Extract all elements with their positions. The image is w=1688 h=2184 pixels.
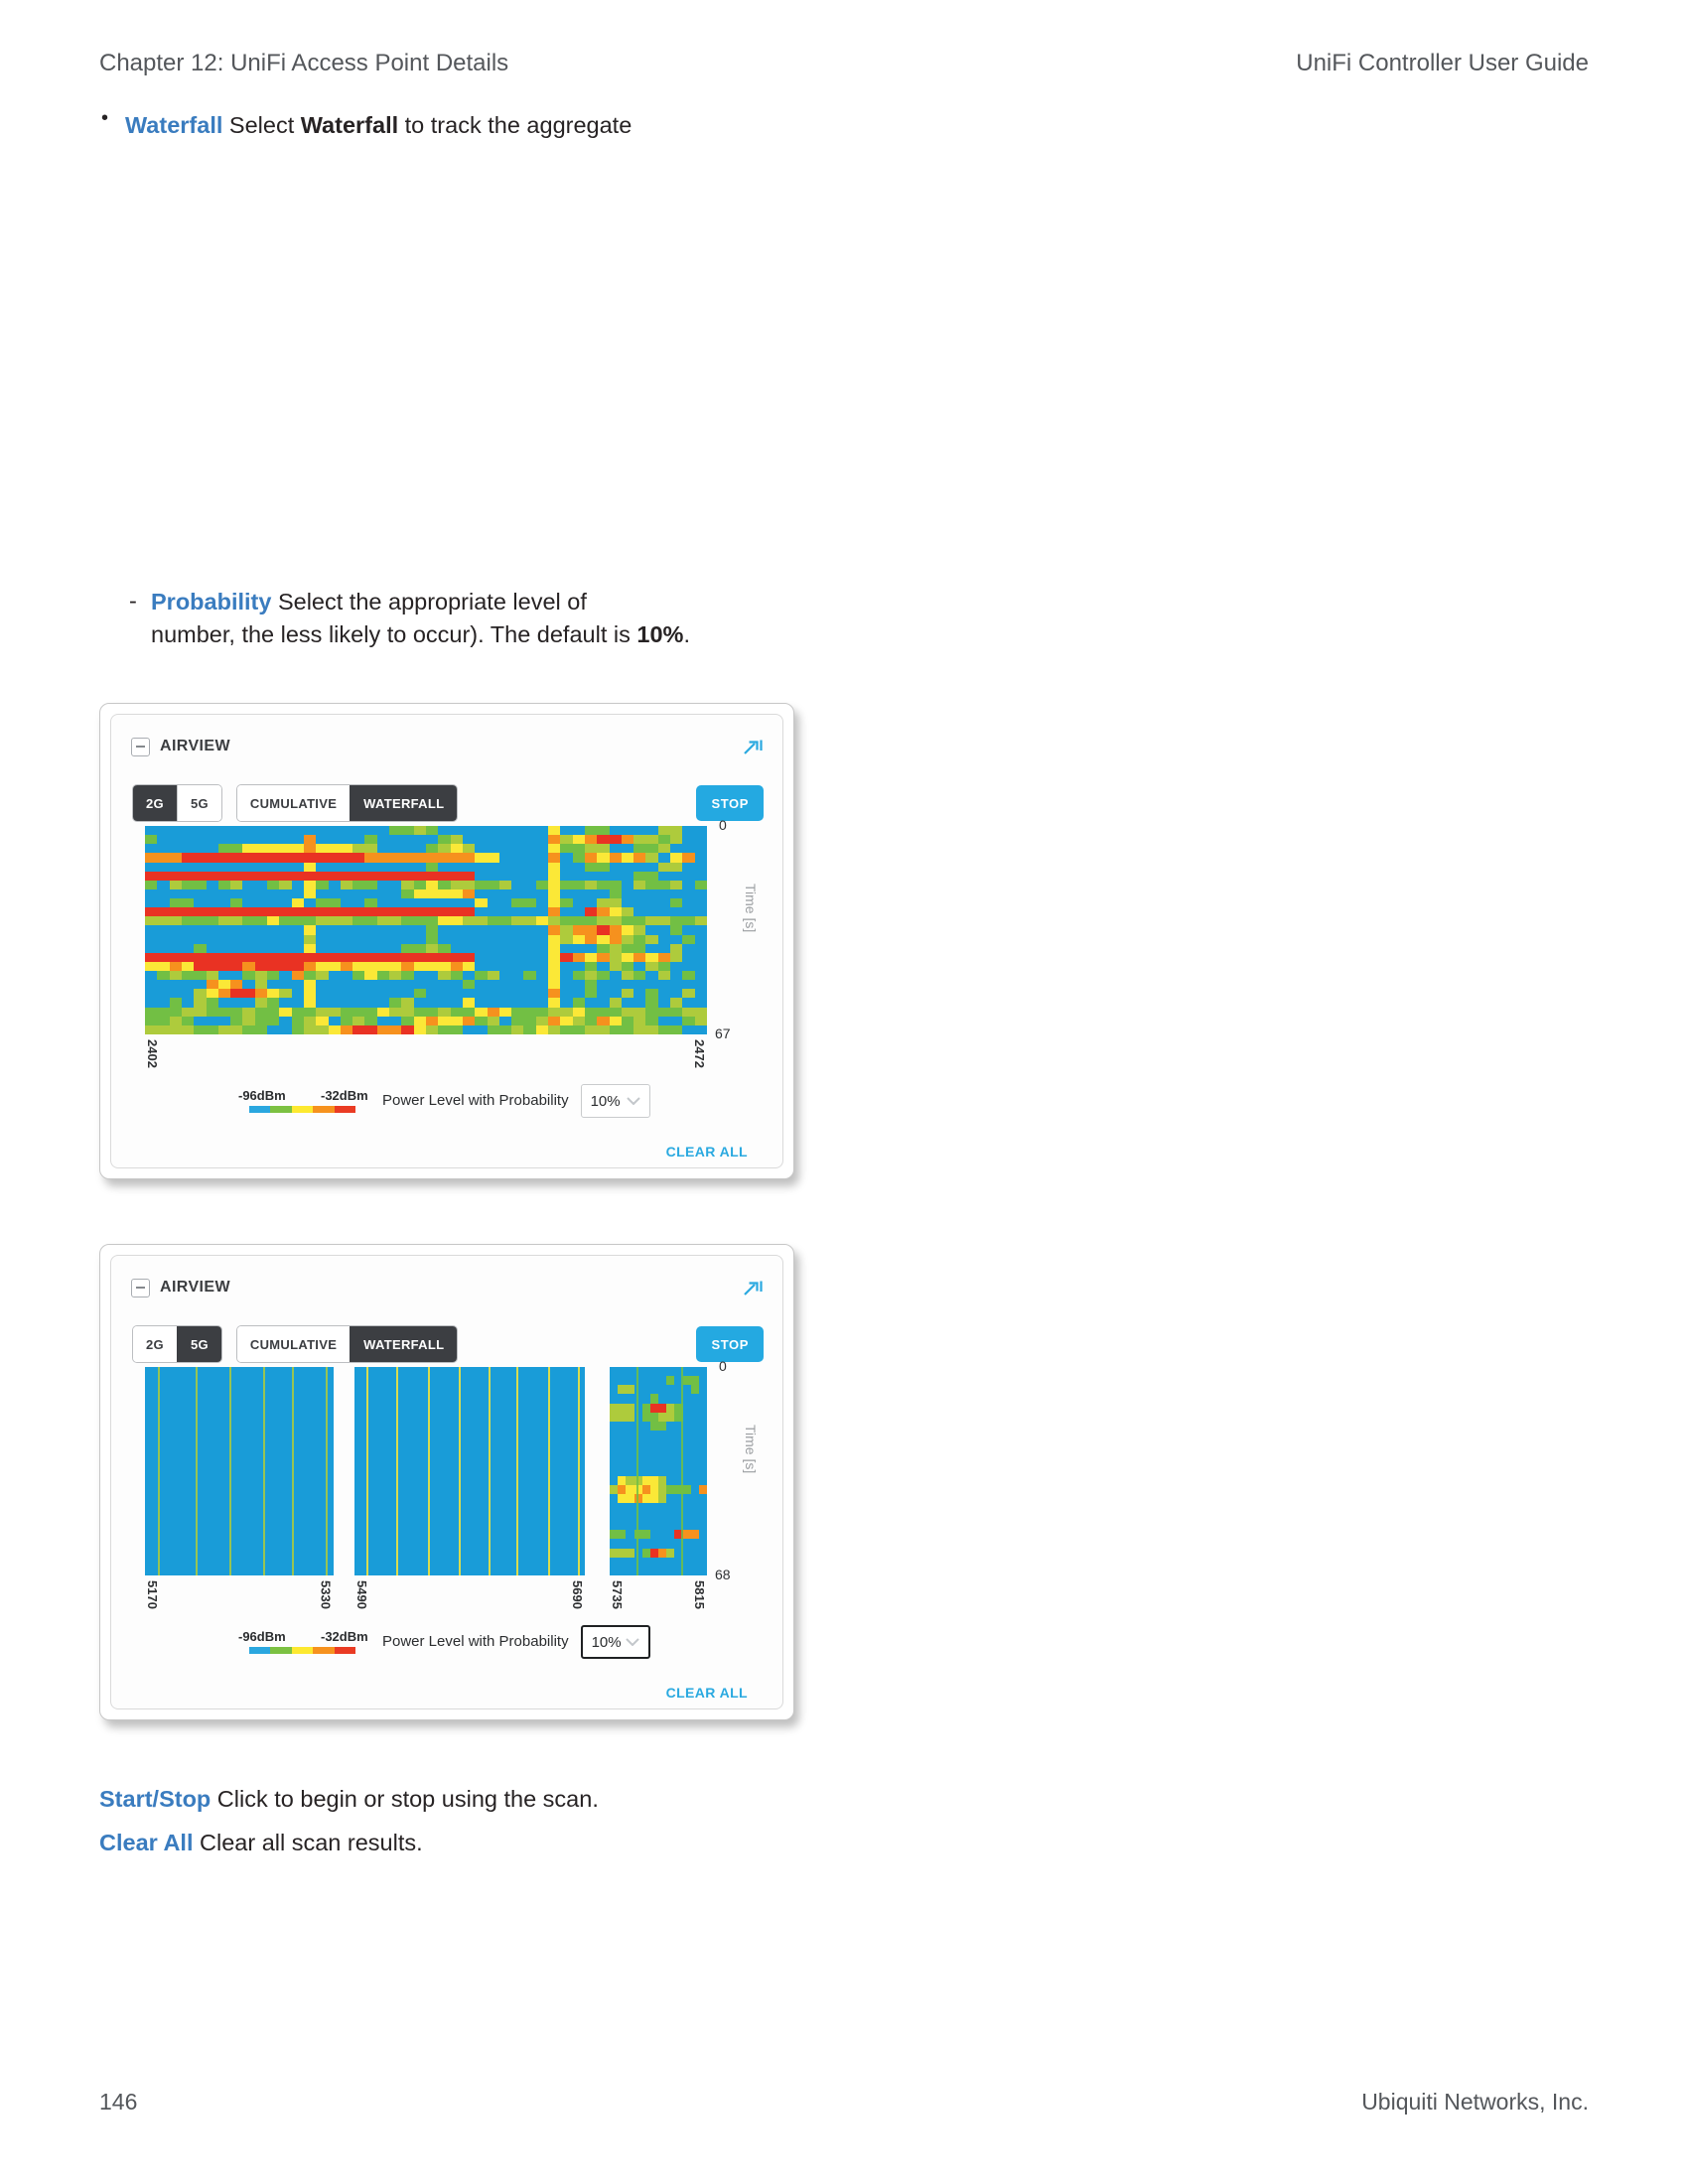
toggle-option-cumulative[interactable]: CUMULATIVE (237, 785, 350, 821)
text-segment: . (683, 621, 690, 647)
text-segment: Clear all scan results. (193, 1830, 423, 1855)
time-axis-bottom: 68 (715, 1567, 731, 1582)
airview-card (110, 1255, 783, 1709)
legend-min-label: -96dBm (238, 1629, 286, 1644)
company-footer: Ubiquiti Networks, Inc. (1361, 2089, 1589, 2115)
toggle-option-5g[interactable]: 5G (177, 785, 221, 821)
legend-max-label: -32dBm (321, 1088, 368, 1103)
view-toggle (236, 784, 458, 822)
clear-all-paragraph (99, 1827, 894, 1859)
time-axis-top: 0 (719, 817, 727, 833)
text-segment: to track the aggregate (398, 112, 633, 138)
heatmap (145, 826, 707, 1034)
power-legend (238, 1088, 374, 1114)
text-segment: Start/Stop (99, 1786, 211, 1812)
view-toggle (236, 1325, 458, 1363)
frequency-label: 5690 (570, 1580, 586, 1609)
guide-header: UniFi Controller User Guide (1296, 50, 1589, 76)
clear-all-link[interactable]: CLEAR ALL (665, 1144, 748, 1160)
text-segment: 10% (636, 621, 684, 647)
waterfall-chart-5g (145, 1358, 759, 1609)
bullet-marker: • (101, 107, 109, 129)
waterfall-chart-2g (145, 817, 759, 1068)
stop-button[interactable]: STOP (696, 785, 764, 821)
airview-panel-2g (99, 703, 794, 1179)
collapse-icon[interactable] (131, 1279, 150, 1297)
band-toggle (132, 784, 222, 822)
text-segment: Click to begin or stop using the scan. (211, 1786, 599, 1812)
toggle-option-waterfall[interactable]: WATERFALL (350, 1326, 457, 1362)
frequency-label: 5170 (145, 1580, 160, 1609)
clear-all-link[interactable]: CLEAR ALL (665, 1685, 748, 1701)
probability-paragraph (151, 586, 826, 651)
chapter-header: Chapter 12: UniFi Access Point Details (99, 50, 509, 76)
card-header (131, 1276, 765, 1299)
time-axis-bottom: 67 (715, 1025, 731, 1041)
probability-value: 10% (591, 1633, 622, 1651)
airview-card (110, 714, 783, 1168)
probability-dropdown[interactable] (581, 1625, 650, 1659)
chevron-down-icon (626, 1638, 639, 1646)
text-segment: Waterfall (300, 112, 399, 138)
legend-row (238, 1088, 748, 1118)
text-segment: Select the appropriate level of (271, 589, 587, 614)
probability-dropdown[interactable] (581, 1084, 650, 1118)
frequency-block (610, 1367, 707, 1575)
legend-color-bar (249, 1106, 355, 1113)
time-axis-label: Time [s] (743, 1425, 759, 1474)
text-segment: number, the less likely to occur). The default is (151, 621, 637, 647)
legend-min-label: -96dBm (238, 1088, 286, 1103)
start-stop-paragraph (99, 1783, 894, 1816)
minus-glyph (136, 746, 145, 748)
heatmap (145, 1367, 707, 1575)
frequency-label: 2402 (145, 1039, 160, 1068)
panel-title: AIRVIEW (160, 1279, 230, 1296)
minus-glyph (136, 1287, 145, 1289)
frequency-block (354, 1367, 585, 1575)
toggle-option-2g[interactable]: 2G (133, 785, 177, 821)
expand-icon[interactable] (741, 1276, 765, 1299)
power-legend (238, 1629, 374, 1655)
waterfall-paragraph (125, 109, 820, 142)
panel-title: AIRVIEW (160, 738, 230, 754)
frequency-label: 2472 (692, 1039, 707, 1068)
controls-row (132, 1325, 764, 1363)
text-segment: Clear All (99, 1830, 194, 1855)
frequency-label: 5815 (692, 1580, 707, 1609)
legend-row (238, 1629, 748, 1659)
text-segment: Probability (151, 589, 272, 614)
text-segment: Select (222, 112, 301, 138)
legend-color-bar (249, 1647, 355, 1654)
frequency-label: 5490 (354, 1580, 370, 1609)
legend-max-label: -32dBm (321, 1629, 368, 1644)
frequency-label: 5330 (318, 1580, 334, 1609)
chevron-down-icon (627, 1097, 640, 1105)
probability-value: 10% (590, 1092, 621, 1110)
toggle-option-5g[interactable]: 5G (177, 1326, 221, 1362)
controls-row (132, 784, 764, 822)
time-axis-label: Time [s] (743, 884, 759, 933)
toggle-option-waterfall[interactable]: WATERFALL (350, 785, 457, 821)
page-number: 146 (99, 2089, 138, 2115)
expand-icon[interactable] (741, 735, 765, 758)
frequency-block (145, 1367, 334, 1575)
band-toggle (132, 1325, 222, 1363)
collapse-icon[interactable] (131, 738, 150, 756)
airview-panel-5g (99, 1244, 794, 1720)
stop-button[interactable]: STOP (696, 1326, 764, 1362)
card-header (131, 735, 765, 758)
legend-caption: Power Level with Probability (382, 1092, 569, 1109)
time-axis-top: 0 (719, 1358, 727, 1374)
toggle-option-2g[interactable]: 2G (133, 1326, 177, 1362)
frequency-label: 5735 (610, 1580, 626, 1609)
legend-caption: Power Level with Probability (382, 1633, 569, 1650)
dash-marker: - (129, 588, 137, 614)
text-segment: Waterfall (125, 112, 223, 138)
toggle-option-cumulative[interactable]: CUMULATIVE (237, 1326, 350, 1362)
